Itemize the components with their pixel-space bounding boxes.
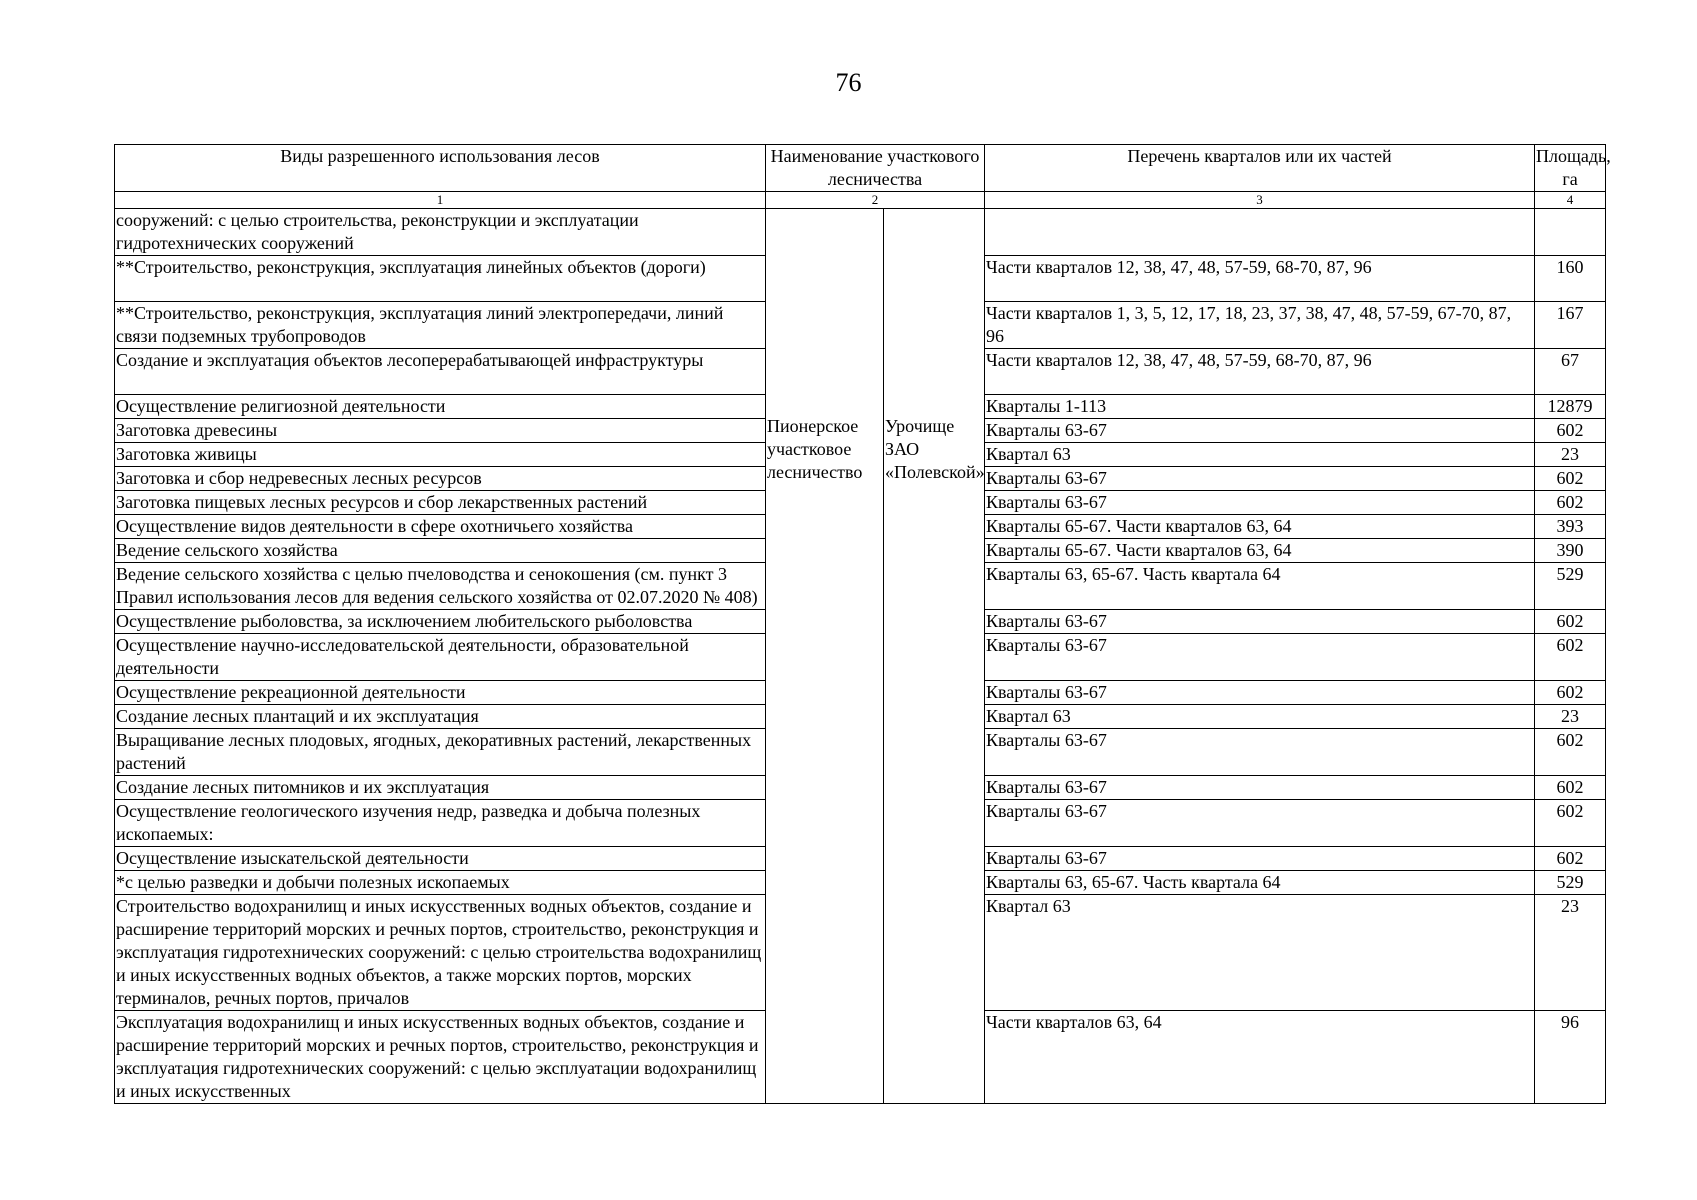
- use-type-cell: Выращивание лесных плодовых, ягодных, декоративных растений, лекарственных растений: [115, 729, 766, 776]
- area-cell: 390: [1535, 539, 1606, 563]
- header-use-types: Виды разрешенного использования лесов: [115, 145, 766, 192]
- quarters-cell: Квартал 63: [985, 705, 1535, 729]
- quarters-cell: Кварталы 63-67: [985, 419, 1535, 443]
- area-cell: 96: [1535, 1011, 1606, 1104]
- use-type-cell: Заготовка пищевых лесных ресурсов и сбор лекарственных растений: [115, 491, 766, 515]
- quarters-cell: Кварталы 63-67: [985, 467, 1535, 491]
- column-number: 2: [766, 192, 985, 209]
- column-number: 4: [1535, 192, 1606, 209]
- area-cell: 393: [1535, 515, 1606, 539]
- quarters-cell: Квартал 63: [985, 895, 1535, 1011]
- area-cell: 67: [1535, 349, 1606, 395]
- area-cell: 602: [1535, 610, 1606, 634]
- table-row: [115, 209, 1606, 256]
- area-cell: 23: [1535, 443, 1606, 467]
- area-cell: 23: [1535, 895, 1606, 1011]
- use-type-cell: Осуществление рекреационной деятельности: [115, 681, 766, 705]
- use-type-cell: Осуществление геологического изучения недр, разведка и добыча полезных ископаемых:: [115, 800, 766, 847]
- area-cell: 167: [1535, 302, 1606, 349]
- header-forestry-name: Наименование участкового лесничества: [766, 145, 985, 192]
- quarters-cell: Кварталы 63, 65-67. Часть квартала 64: [985, 871, 1535, 895]
- area-cell: 602: [1535, 491, 1606, 515]
- area-cell: 602: [1535, 729, 1606, 776]
- quarters-cell: [985, 209, 1535, 256]
- use-type-cell: Создание лесных плантаций и их эксплуатация: [115, 705, 766, 729]
- quarters-cell: Части кварталов 1, 3, 5, 12, 17, 18, 23, 37, 38, 47, 48, 57-59, 67-70, 87, 96: [985, 302, 1535, 349]
- quarters-cell: Части кварталов 63, 64: [985, 1011, 1535, 1104]
- quarters-cell: Кварталы 65-67. Части кварталов 63, 64: [985, 539, 1535, 563]
- column-number-row: [115, 192, 1606, 209]
- quarters-cell: Кварталы 1-113: [985, 395, 1535, 419]
- use-type-cell: **Строительство, реконструкция, эксплуатация линейных объектов (дороги): [115, 256, 766, 302]
- quarters-cell: Квартал 63: [985, 443, 1535, 467]
- column-number: 1: [115, 192, 766, 209]
- area-cell: 160: [1535, 256, 1606, 302]
- quarters-cell: Кварталы 65-67. Части кварталов 63, 64: [985, 515, 1535, 539]
- area-cell: 529: [1535, 563, 1606, 610]
- quarters-cell: Кварталы 63-67: [985, 634, 1535, 681]
- column-number: 3: [985, 192, 1535, 209]
- quarters-cell: Кварталы 63-67: [985, 776, 1535, 800]
- quarters-cell: Части кварталов 12, 38, 47, 48, 57-59, 68-70, 87, 96: [985, 349, 1535, 395]
- forestry-cell: [766, 209, 884, 1104]
- area-cell: 602: [1535, 419, 1606, 443]
- use-type-cell: Эксплуатация водохранилищ и иных искусственных водных объектов, создание и расширение территорий морских и речных портов, строительство, реконструкция и эксплуатация гидротехнических сооружений: с целью эксплуатации водохранилищ и иных искусственных: [115, 1011, 766, 1104]
- quarters-cell: Кварталы 63-67: [985, 681, 1535, 705]
- header-row: [115, 145, 1606, 192]
- use-type-cell: Осуществление научно-исследовательской деятельности, образовательной деятельности: [115, 634, 766, 681]
- area-cell: 602: [1535, 634, 1606, 681]
- use-type-cell: сооружений: с целью строительства, реконструкции и эксплуатации гидротехнических сооружений: [115, 209, 766, 256]
- use-type-cell: Строительство водохранилищ и иных искусственных водных объектов, создание и расширение территорий морских и речных портов, строительство, реконструкция и эксплуатация гидротехнических сооружений: с целью строительства водохранилищ и иных искусственных водных объектов, а также морских портов, морских терминалов, речных портов, причалов: [115, 895, 766, 1011]
- tract-cell: [884, 209, 985, 1104]
- area-cell: 23: [1535, 705, 1606, 729]
- use-type-cell: Осуществление религиозной деятельности: [115, 395, 766, 419]
- use-type-cell: Создание и эксплуатация объектов лесоперерабатывающей инфраструктуры: [115, 349, 766, 395]
- area-cell: 12879: [1535, 395, 1606, 419]
- use-type-cell: Создание лесных питомников и их эксплуатация: [115, 776, 766, 800]
- use-type-cell: **Строительство, реконструкция, эксплуатация линий электропередачи, линий связи подземных трубопроводов: [115, 302, 766, 349]
- quarters-cell: Кварталы 63, 65-67. Часть квартала 64: [985, 563, 1535, 610]
- use-type-cell: *с целью разведки и добычи полезных ископаемых: [115, 871, 766, 895]
- quarters-cell: Кварталы 63-67: [985, 800, 1535, 847]
- area-cell: 602: [1535, 776, 1606, 800]
- use-type-cell: Заготовка живицы: [115, 443, 766, 467]
- area-cell: 602: [1535, 681, 1606, 705]
- area-cell: 602: [1535, 800, 1606, 847]
- quarters-cell: Части кварталов 12, 38, 47, 48, 57-59, 68-70, 87, 96: [985, 256, 1535, 302]
- use-type-cell: Осуществление рыболовства, за исключением любительского рыболовства: [115, 610, 766, 634]
- forest-use-table: [114, 144, 1611, 1104]
- use-type-cell: Заготовка древесины: [115, 419, 766, 443]
- quarters-cell: Кварталы 63-67: [985, 847, 1535, 871]
- area-cell: [1535, 209, 1606, 256]
- use-type-cell: Осуществление изыскательской деятельности: [115, 847, 766, 871]
- header-quarters: Перечень кварталов или их частей: [985, 145, 1535, 192]
- area-cell: 529: [1535, 871, 1606, 895]
- area-cell: 602: [1535, 467, 1606, 491]
- header-area: Площадь, га: [1535, 145, 1606, 192]
- use-type-cell: Осуществление видов деятельности в сфере охотничьего хозяйства: [115, 515, 766, 539]
- forestry-name: Пионерское участковое лесничество: [767, 416, 863, 482]
- quarters-cell: Кварталы 63-67: [985, 729, 1535, 776]
- quarters-cell: Кварталы 63-67: [985, 610, 1535, 634]
- tract-name: Урочище ЗАО «Полевской»: [885, 416, 985, 482]
- quarters-cell: Кварталы 63-67: [985, 491, 1535, 515]
- use-type-cell: Ведение сельского хозяйства с целью пчеловодства и сенокошения (см. пункт 3 Правил использования лесов для ведения сельского хозяйства от 02.07.2020 № 408): [115, 563, 766, 610]
- use-type-cell: Ведение сельского хозяйства: [115, 539, 766, 563]
- area-cell: 602: [1535, 847, 1606, 871]
- page-number: 76: [835, 68, 862, 97]
- use-type-cell: Заготовка и сбор недревесных лесных ресурсов: [115, 467, 766, 491]
